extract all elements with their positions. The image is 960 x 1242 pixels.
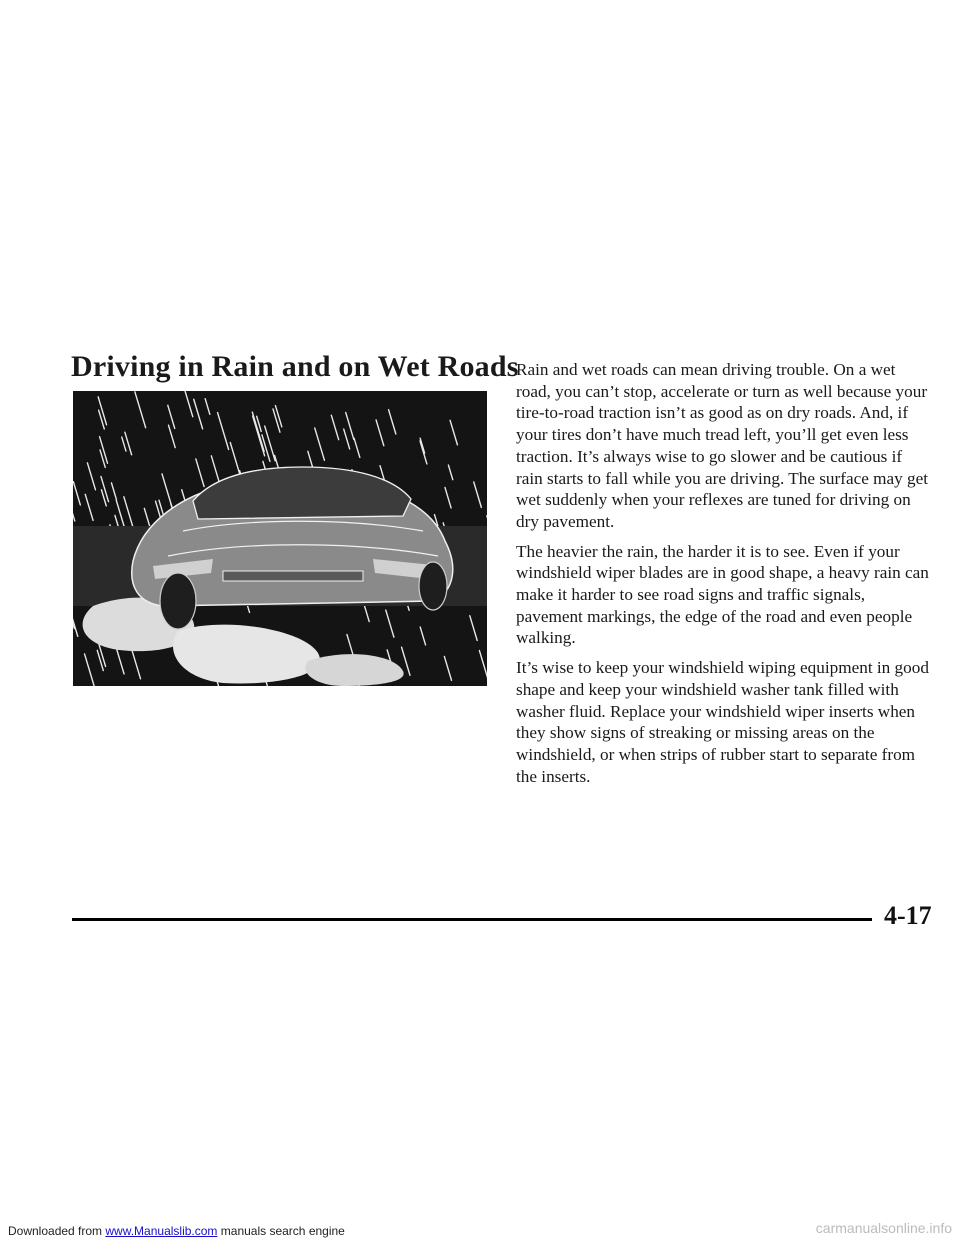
footer-rule [72,918,872,921]
footer-suffix: manuals search engine [217,1224,345,1238]
section-heading: Driving in Rain and on Wet Roads [71,350,519,383]
manualslib-link[interactable]: www.Manualslib.com [105,1224,218,1238]
front-left-wheel [160,573,196,629]
paragraph-wet-roads: Rain and wet roads can mean driving trouble. On a wet road, you can’t stop, accelerate or turn as well because your tire-to-road traction isn’t as good as on dry roads. And, if your tires don’t have much tread left, you’ll get even less traction. It’s always wise to go slower and be cautious if rain starts to fall while you are driving. The surface may get wet suddenly when your reflexes are tuned for driving on dry pavement. [516,360,929,531]
body-text [516,359,930,795]
download-footer [8,1224,345,1238]
rain-scene-svg [73,391,487,686]
page-number: 4-17 [884,901,932,930]
front-right-wheel [419,562,447,610]
car-grille [223,571,363,581]
watermark: carmanualsonline.info [815,1220,952,1236]
car-in-rain-illustration [73,391,487,686]
paragraph-wiper-care: It’s wise to keep your windshield wiping equipment in good shape and keep your windshield washer tank filled with washer fluid. Replace your windshield wiper inserts when they show signs of streaking or missing areas on the windshield, or when strips of rubber start to separate from the inserts. [516,658,929,786]
footer-prefix: Downloaded from [8,1224,106,1238]
paragraph-heavy-rain: The heavier the rain, the harder it is to see. Even if your windshield wiper blades are in good shape, a heavy rain can make it harder to see road signs and traffic signals, pavement markings, the edge of the road and even people walking. [516,541,929,648]
